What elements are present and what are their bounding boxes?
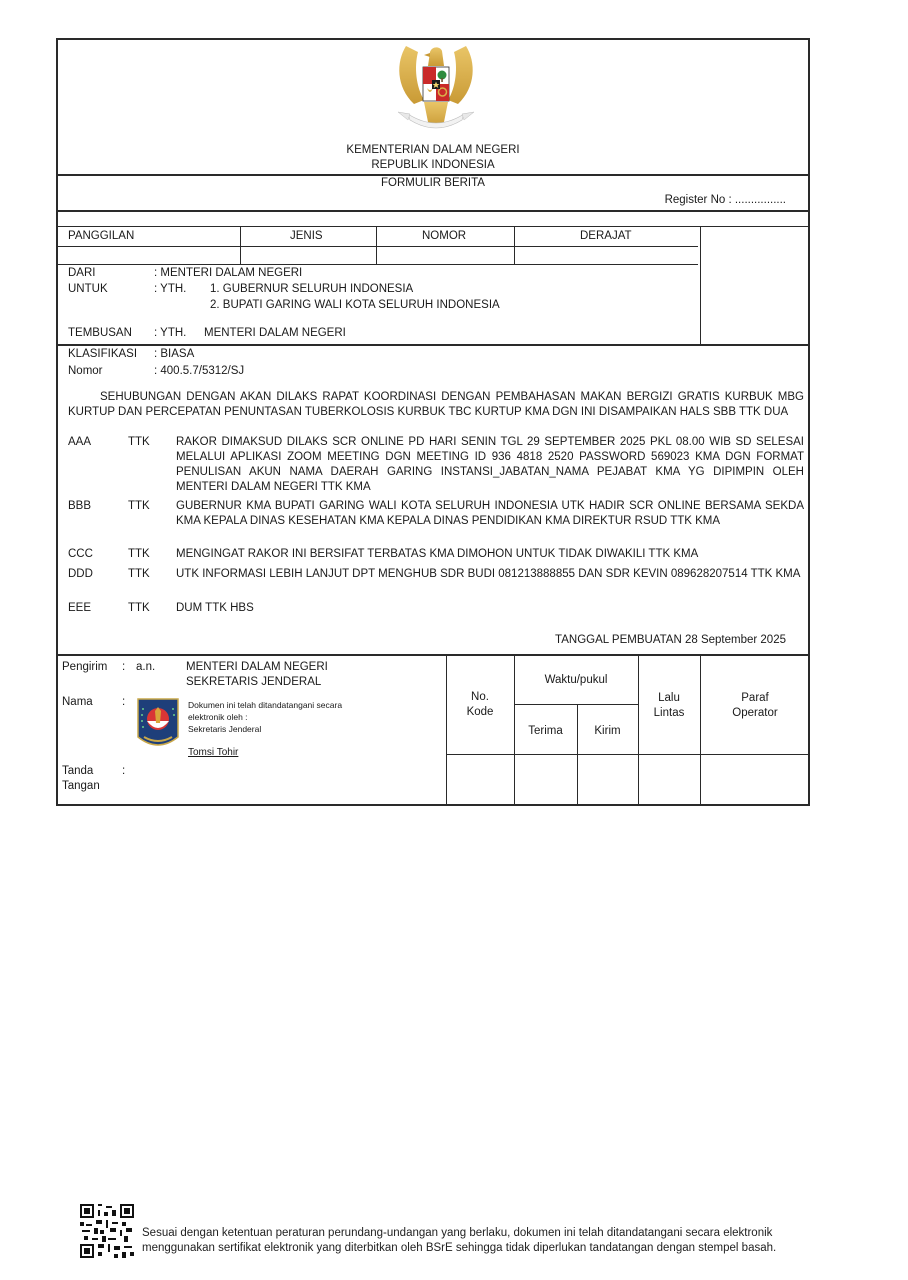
divider [446, 754, 808, 755]
untuk-recipient-1: 1. GUBERNUR SELURUH INDONESIA [210, 283, 414, 295]
column-divider [514, 226, 515, 264]
paraf-operator-header-2: Operator [732, 707, 778, 719]
column-divider [446, 654, 447, 806]
terima-header: Terima [528, 725, 563, 737]
creation-date: TANGGAL PEMBUATAN 28 September 2025 [555, 634, 786, 646]
untuk-prefix: : YTH. [154, 283, 187, 295]
item-separator: TTK [128, 436, 150, 448]
formulir-berita-form [56, 38, 810, 806]
esign-line-1: Dokumen ini telah ditandatangani secara [188, 700, 343, 710]
item-text: UTK INFORMASI LEBIH LANJUT DPT MENGHUB SDR BUDI 081213888855 DAN SDR KEVIN 089628207514 TTK KMA [176, 568, 801, 580]
colon: : [122, 661, 126, 673]
esign-disclaimer [142, 1226, 776, 1256]
divider [58, 174, 808, 176]
item-code: BBB [68, 500, 92, 512]
ministry-heading [58, 143, 808, 173]
signer-name: Tomsi Tohir [188, 747, 239, 758]
item-text: GUBERNUR KMA BUPATI GARING WALI KOTA SELURUH INDONESIA UTK HADIR SCR ONLINE BERSAMA SEKDA KMA KEPALA DINAS KESEHATAN KMA KEPALA DINAS PENDIDIKAN KMA DIREKTUR RSUD TTK KMA [176, 500, 804, 527]
column-divider [376, 226, 377, 264]
tembusan-prefix: : YTH. [154, 327, 187, 339]
sender-line-1: MENTERI DALAM NEGERI [186, 661, 328, 673]
garuda-emblem-icon [386, 42, 486, 142]
esign-line-2: elektronik oleh : [188, 712, 248, 722]
disclaimer-line-2: menggunakan sertifikat elektronik yang diterbitkan oleh BSrE sehingga tidak diperlukan tandatangan dengan stempel basah. [142, 1242, 777, 1254]
item-text: RAKOR DIMAKSUD DILAKS SCR ONLINE PD HARI SENIN TGL 29 SEPTEMBER 2025 PKL 08.00 WIB SD SELESAI MELALUI APLIKASI ZOOM MEETING DGN MEETING ID 936 4818 2520 PASSWORD 569023 KMA DGN FORMAT PENULISAN AKUN NAMA DAERAH GARING INSTANSI_JABATAN_NAMA PEJABAT KMA YG DIPIMPIN OLEH MENTERI DALAM NEGERI TTK KMA [176, 436, 804, 493]
colon: : [122, 696, 126, 708]
divider [514, 704, 638, 705]
column-header-panggilan: PANGGILAN [68, 230, 135, 242]
divider [58, 264, 698, 265]
tembusan-label: TEMBUSAN [68, 327, 132, 339]
item-code: AAA [68, 436, 92, 448]
colon: : [122, 765, 126, 777]
dari-label: DARI [68, 267, 96, 279]
item-separator: TTK [128, 548, 150, 560]
item-code: CCC [68, 548, 93, 560]
lalu-lintas-header-2: Lintas [653, 707, 685, 719]
jenis-value-cell [242, 248, 374, 262]
klasifikasi-value: : BIASA [154, 348, 195, 360]
an-label: a.n. [136, 661, 156, 673]
column-divider [240, 226, 241, 264]
body-intro: SEHUBUNGAN DENGAN AKAN DILAKS RAPAT KOORDINASI DENGAN PEMBAHASAN MAKAN BERGIZI GRATIS KURBUK MBG KURTUP DAN PERCEPATAN PENUNTASAN TUBERKOLOSIS KURBUK TBC KURTUP KMA DGN INI DISAMPAIKAN HALS SBB TTK DUA [68, 391, 804, 418]
divider [58, 210, 808, 212]
untuk-recipient-2: 2. BUPATI GARING WALI KOTA SELURUH INDONESIA [210, 299, 500, 311]
paraf-operator-header-1: Paraf [741, 692, 769, 704]
divider [58, 344, 808, 346]
item-code: EEE [68, 602, 92, 614]
column-header-nomor: NOMOR [422, 230, 467, 242]
column-header-jenis: JENIS [290, 230, 323, 242]
item-separator: TTK [128, 568, 150, 580]
divider [58, 226, 808, 227]
esign-line-3: Sekretaris Jenderal [188, 724, 262, 734]
column-divider [577, 704, 578, 806]
disclaimer-line-1: Sesuai dengan ketentuan peraturan perundang-undangan yang berlaku, dokumen ini telah ditandatangani secara elektronik [142, 1227, 773, 1239]
pengirim-label: Pengirim [62, 661, 108, 673]
nama-label: Nama [62, 696, 93, 708]
divider [58, 246, 698, 247]
tanda-tangan-label-2: Tangan [62, 780, 100, 792]
ministry-name: KEMENTERIAN DALAM NEGERI [346, 144, 520, 156]
lalu-lintas-header-1: Lalu [658, 692, 680, 704]
nomor-value: : 400.5.7/5312/SJ [154, 365, 245, 377]
dari-value: : MENTERI DALAM NEGERI [154, 267, 303, 279]
kemendagri-logo-icon [136, 697, 180, 753]
tanda-tangan-label-1: Tanda [62, 765, 94, 777]
no-kode-header-1: No. [471, 691, 489, 703]
waktu-header: Waktu/pukul [544, 674, 608, 686]
column-header-derajat: DERAJAT [580, 230, 632, 242]
qr-code-icon [80, 1204, 134, 1258]
column-divider [700, 226, 701, 344]
register-number: Register No : ................ [664, 194, 786, 206]
item-separator: TTK [128, 602, 150, 614]
item-separator: TTK [128, 500, 150, 512]
form-title: FORMULIR BERITA [381, 177, 485, 189]
tembusan-value: MENTERI DALAM NEGERI [204, 327, 346, 339]
item-text: MENGINGAT RAKOR INI BERSIFAT TERBATAS KMA DIMOHON UNTUK TIDAK DIWAKILI TTK KMA [176, 548, 699, 560]
untuk-label: UNTUK [68, 283, 108, 295]
sender-line-2: SEKRETARIS JENDERAL [186, 676, 322, 688]
country-name: REPUBLIK INDONESIA [371, 159, 495, 171]
item-code: DDD [68, 568, 93, 580]
kirim-header: Kirim [594, 725, 621, 737]
nomor-label: Nomor [68, 365, 103, 377]
column-divider [700, 654, 701, 806]
klasifikasi-label: KLASIFIKASI [68, 348, 138, 360]
column-divider [638, 654, 639, 806]
divider [58, 654, 808, 656]
no-kode-header-2: Kode [466, 706, 494, 718]
item-text: DUM TTK HBS [176, 602, 254, 614]
